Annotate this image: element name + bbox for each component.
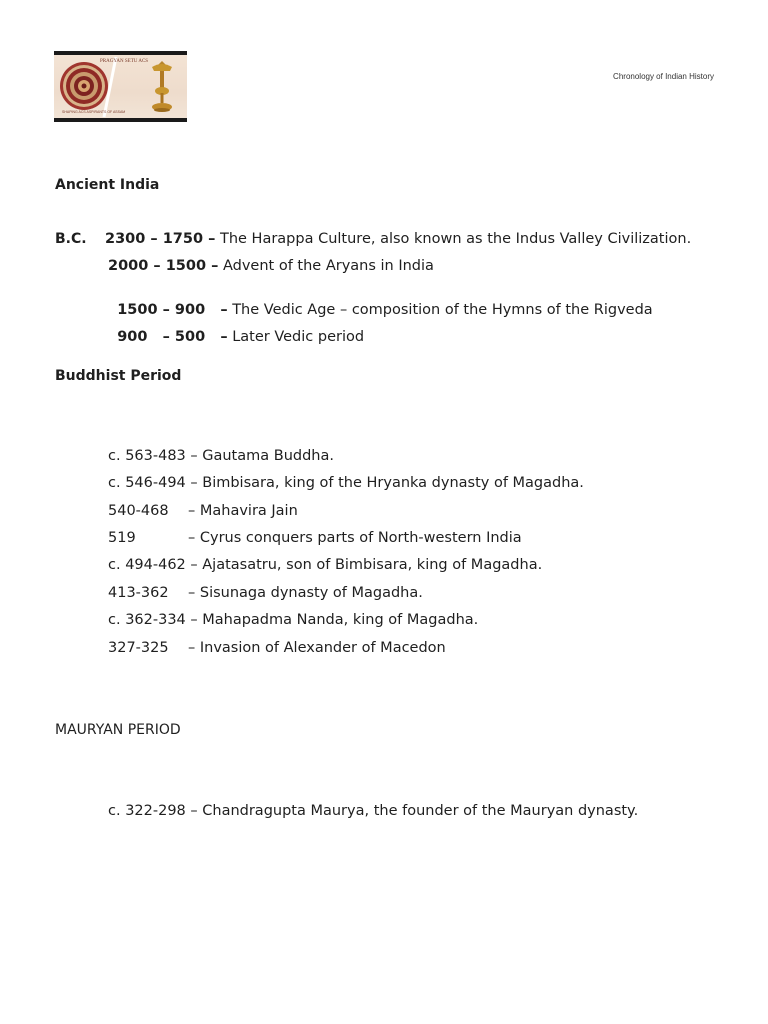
entry-text: – Gautama Buddha. (190, 448, 334, 464)
entry-date: c. 362-334 (108, 612, 186, 628)
entry-date: 327-325 (108, 640, 169, 656)
entry-text: – Cyrus conquers parts of North-western India (188, 530, 522, 546)
entry-date: c. 494-462 (108, 557, 186, 573)
timeline-row (105, 231, 691, 247)
section-heading-buddhist-period: Buddhist Period (55, 368, 182, 384)
timeline-years: 2000 – 1500 – (108, 258, 219, 274)
timeline-description: The Harappa Culture, also known as the Indus Valley Civilization. (215, 231, 692, 247)
jaapi-icon (60, 62, 108, 110)
timeline-description: The Vedic Age – composition of the Hymns of the Rigveda (227, 302, 653, 318)
section-heading-mauryan-period: MAURYAN PERIOD (55, 722, 181, 738)
timeline-row (108, 258, 434, 274)
chronology-entry (108, 557, 542, 573)
logo-text-top: PRAGYAN SETU ACS (100, 59, 149, 64)
entry-date: 540-468 (108, 503, 169, 519)
logo-graphic (54, 55, 187, 118)
chronology-entry (108, 448, 334, 464)
timeline-years: 1500 – 900 – (117, 302, 228, 318)
chronology-entry (108, 503, 298, 519)
chronology-entry (108, 640, 446, 656)
logo-text-bottom: SHAPING ACS ASPIRANTS OF ASSAM (62, 110, 126, 114)
document-header-title: Chronology of Indian History (613, 72, 714, 81)
timeline-row (108, 313, 364, 345)
section-heading-ancient-india: Ancient India (55, 177, 160, 193)
chronology-entry (108, 530, 522, 546)
entry-text: – Mahavira Jain (188, 503, 298, 519)
timeline-description: Later Vedic period (227, 329, 365, 345)
chronology-entry (108, 612, 478, 628)
pragyan-setu-logo (54, 51, 187, 122)
entry-date: c. 563-483 (108, 448, 186, 464)
timeline-years: 2300 – 1750 – (105, 231, 216, 247)
timeline-description: Advent of the Aryans in India (218, 258, 434, 274)
entry-date: 413-362 (108, 585, 169, 601)
sorai-icon (152, 61, 172, 112)
timeline-years: 900 – 500 – (117, 329, 228, 345)
chronology-entry (108, 803, 638, 819)
entry-text: – Bimbisara, king of the Hryanka dynasty of Magadha. (190, 475, 584, 491)
era-label-bc: B.C. (55, 231, 87, 247)
entry-text: – Mahapadma Nanda, king of Magadha. (190, 612, 479, 628)
entry-text: – Invasion of Alexander of Macedon (188, 640, 446, 656)
entry-text: – Ajatasatru, son of Bimbisara, king of Magadha. (190, 557, 543, 573)
entry-date: 519 (108, 530, 136, 546)
entry-text: – Chandragupta Maurya, the founder of the Mauryan dynasty. (190, 803, 639, 819)
entry-date: c. 546-494 (108, 475, 186, 491)
entry-text: – Sisunaga dynasty of Magadha. (188, 585, 423, 601)
chronology-entry (108, 585, 423, 601)
chronology-entry (108, 475, 584, 491)
entry-date: c. 322-298 (108, 803, 186, 819)
